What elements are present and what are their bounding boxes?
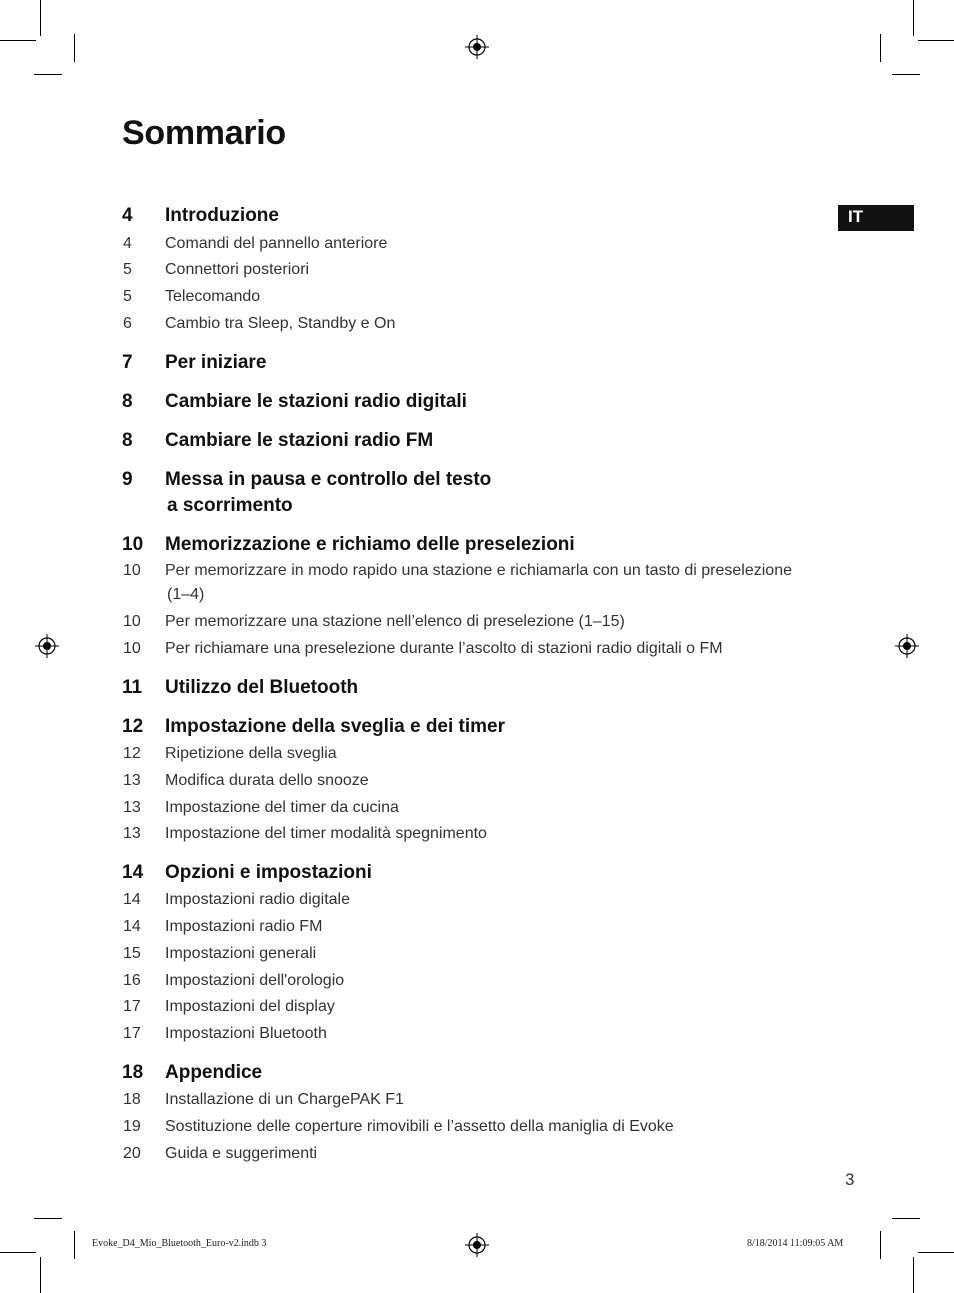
toc-page-number: 9: [122, 469, 133, 490]
toc-page-number: 5: [123, 261, 132, 278]
toc-page-number: 14: [123, 918, 141, 935]
toc-page-number: 20: [123, 1145, 141, 1162]
crop-mark: [40, 1257, 41, 1293]
toc-page-number: 10: [123, 562, 141, 579]
crop-mark: [34, 1218, 62, 1219]
toc-entry-title-continued: a scorrimento: [167, 495, 293, 516]
crop-mark: [918, 1252, 954, 1253]
toc-page-number: 6: [123, 315, 132, 332]
toc-entry-title: Comandi del pannello anteriore: [165, 235, 388, 252]
toc-entry-title: Messa in pausa e controllo del testo: [165, 469, 492, 490]
toc-page-number: 4: [122, 205, 133, 226]
toc-page-number: 16: [123, 972, 141, 989]
crop-mark: [74, 1231, 75, 1259]
toc-page-number: 15: [123, 945, 141, 962]
toc-entry-title: Per memorizzare una stazione nell’elenco di preselezione (1–15): [165, 613, 625, 630]
toc-entry-title: Impostazione della sveglia e dei timer: [165, 716, 506, 737]
toc-entry-title: Impostazioni radio FM: [165, 918, 323, 935]
registration-mark-icon: [465, 35, 489, 59]
language-tab-label: IT: [848, 207, 864, 226]
toc-entry-title: Ripetizione della sveglia: [165, 745, 337, 762]
toc-page-number: 8: [122, 391, 133, 412]
crop-mark: [40, 0, 41, 36]
crop-mark: [34, 74, 62, 75]
crop-mark: [880, 34, 881, 62]
toc-entry-title: Memorizzazione e richiamo delle preselezioni: [165, 534, 575, 555]
toc-page-number: 12: [123, 745, 141, 762]
toc-entry-title: Cambio tra Sleep, Standby e On: [165, 315, 396, 332]
toc-entry-title: Impostazione del timer da cucina: [165, 799, 399, 816]
crop-mark: [913, 1257, 914, 1293]
registration-mark-icon: [465, 1233, 489, 1257]
toc-page-number: 10: [123, 613, 141, 630]
toc-page-number: 18: [122, 1062, 144, 1083]
toc-entry-title: Impostazione del timer modalità spegnimento: [165, 825, 487, 842]
toc-entry-title: Cambiare le stazioni radio FM: [165, 430, 434, 451]
toc-page-number: 14: [122, 862, 144, 883]
toc-entry-title: Sostituzione delle coperture rimovibili e l’assetto della maniglia di Evoke: [165, 1118, 674, 1135]
toc-entry-title: Impostazioni del display: [165, 998, 335, 1015]
toc-page-number: 4: [123, 235, 132, 252]
toc-entry-title: Cambiare le stazioni radio digitali: [165, 391, 467, 412]
crop-mark: [918, 40, 954, 41]
toc-page-number: 14: [123, 891, 141, 908]
toc-entry-title: Telecomando: [165, 288, 261, 305]
toc-entry-title-continued: (1–4): [167, 586, 205, 603]
crop-mark: [892, 74, 920, 75]
toc-entry-title: Impostazioni Bluetooth: [165, 1025, 327, 1042]
toc-page-number: 10: [123, 640, 141, 657]
crop-mark: [0, 40, 36, 41]
toc-entry-title: Impostazioni radio digitale: [165, 891, 350, 908]
crop-mark: [913, 0, 914, 36]
registration-mark-icon: [895, 634, 919, 658]
toc-page-number: 5: [123, 288, 132, 305]
toc-entry-title: Utilizzo del Bluetooth: [165, 677, 359, 698]
page-title: Sommario: [122, 114, 286, 152]
toc-page-number: 18: [123, 1091, 141, 1108]
toc-entry-title: Per richiamare una preselezione durante l’ascolto di stazioni radio digitali o FM: [165, 640, 723, 657]
toc-page-number: 13: [123, 825, 141, 842]
toc-entry-title: Guida e suggerimenti: [165, 1145, 318, 1162]
toc-entry-title: Opzioni e impostazioni: [165, 862, 372, 883]
toc-page-number: 11: [122, 677, 143, 698]
toc-entry-title: Impostazioni dell'orologio: [165, 972, 345, 989]
toc-entry-title: Appendice: [165, 1062, 263, 1083]
toc-entry-title: Installazione di un ChargePAK F1: [165, 1091, 404, 1108]
toc-page-number: 8: [122, 430, 133, 451]
slug-file: Evoke_D4_Mio_Bluetooth_Euro-v2.indb 3: [92, 1238, 267, 1249]
toc-page-number: 7: [122, 352, 133, 373]
toc-page-number: 19: [123, 1118, 141, 1135]
toc-entry-title: Impostazioni generali: [165, 945, 317, 962]
toc-entry-title: Introduzione: [165, 205, 279, 226]
registration-mark-icon: [35, 634, 59, 658]
crop-mark: [74, 34, 75, 62]
language-tab: [838, 205, 914, 231]
toc-entry-title: Connettori posteriori: [165, 261, 310, 278]
toc-page-number: 13: [123, 799, 141, 816]
slug-timestamp: 8/18/2014 11:09:05 AM: [747, 1238, 844, 1249]
crop-mark: [0, 1252, 36, 1253]
toc-page-number: 13: [123, 772, 141, 789]
toc-page-number: 10: [122, 534, 144, 555]
crop-mark: [880, 1231, 881, 1259]
toc-page-number: 12: [122, 716, 144, 737]
toc-page-number: 17: [123, 998, 141, 1015]
toc-page-number: 17: [123, 1025, 141, 1042]
toc-entry-title: Per iniziare: [165, 352, 267, 373]
page-number: 3: [845, 1170, 855, 1189]
toc-entry-title: Per memorizzare in modo rapido una stazione e richiamarla con un tasto di preselezione: [165, 562, 792, 579]
toc-entry-title: Modifica durata dello snooze: [165, 772, 369, 789]
crop-mark: [892, 1218, 920, 1219]
